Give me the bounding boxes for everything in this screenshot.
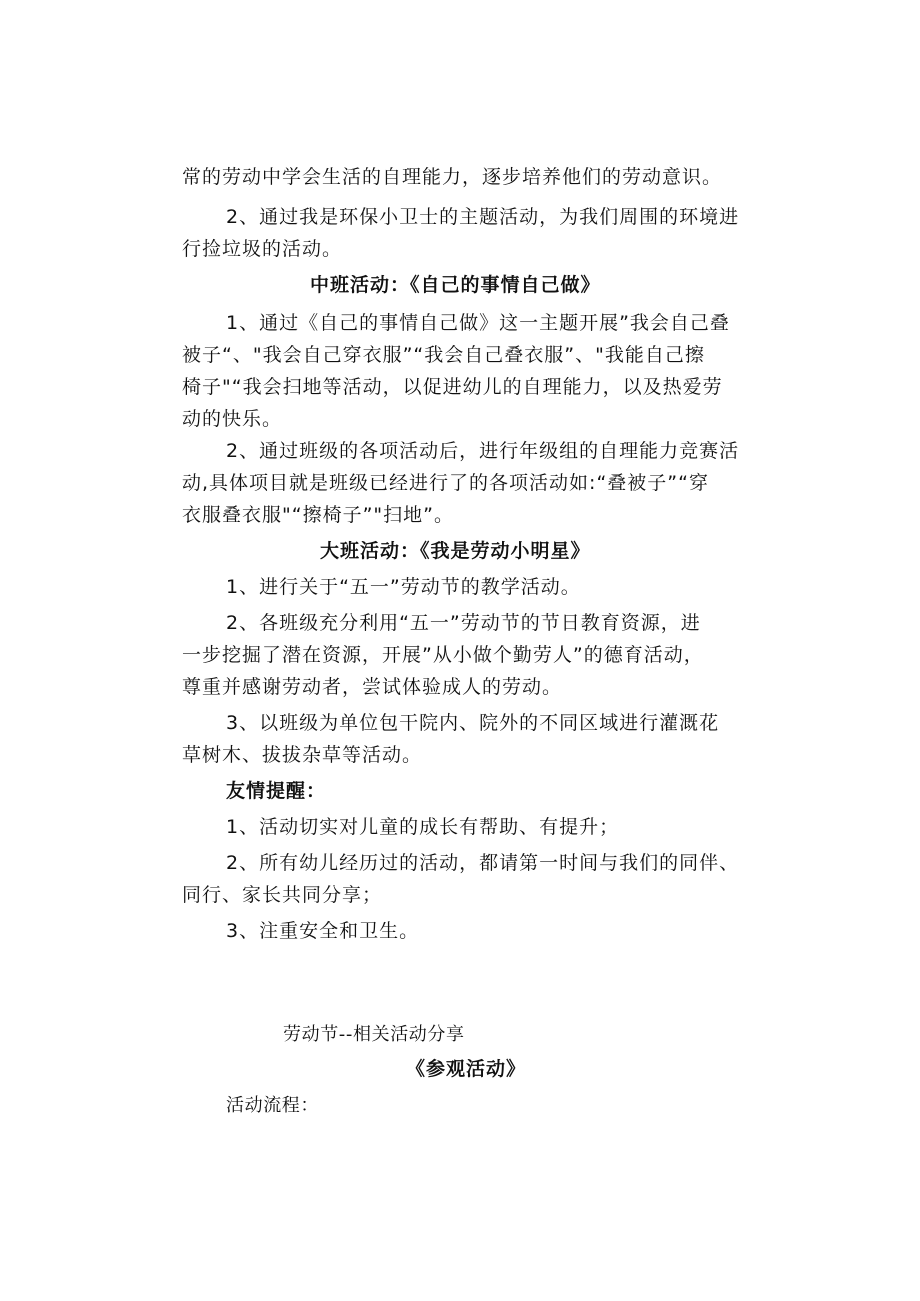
paragraph-line: 2、通过我是环保小卫士的主题活动，为我们周围的环境进 (226, 206, 740, 228)
paragraph-line: 草树木、拔拔杂草等活动。 (182, 744, 423, 766)
paragraph-line: 一步挖掘了潜在资源，开展”从小做个勤劳人”的德育活动， (182, 644, 704, 666)
section-heading-senior-class: 大班活动：《我是劳动小明星》 (320, 540, 591, 562)
paragraph-line: 3、注重安全和卫生。 (226, 920, 420, 942)
paragraph-line: 动,具体项目就是班级已经进行了的各项活动如:“叠被子”“穿 (182, 472, 709, 494)
paragraph-line: 行捡垃圾的活动。 (182, 238, 343, 260)
paragraph-line: 1、进行关于“五一”劳动节的教学活动。 (226, 576, 581, 598)
paragraph-line: 2、通过班级的各项活动后，进行年级组的自理能力竞赛活 (226, 440, 740, 462)
paragraph-line: 1、通过《自己的事情自己做》这一主题开展”我会自己叠 (226, 312, 730, 334)
section-heading-middle-class: 中班活动：《自己的事情自己做》 (310, 274, 601, 296)
paragraph-line: 常的劳动中学会生活的自理能力，逐步培养他们的劳动意识。 (182, 166, 723, 188)
section-subtitle: 《参观活动》 (406, 1058, 527, 1080)
paragraph-line: 尊重并感谢劳动者，尝试体验成人的劳动。 (182, 676, 563, 698)
paragraph-line: 动的快乐。 (182, 408, 283, 430)
paragraph-line: 3、以班级为单位包干院内、院外的不同区域进行灌溉花 (226, 712, 720, 734)
paragraph-line: 被子“、"我会自己穿衣服”“我会自己叠衣服”、"我能自己擦 (182, 344, 705, 366)
paragraph-line: 1、活动切实对儿童的成长有帮助、有提升； (226, 816, 620, 838)
paragraph-line: 2、所有幼儿经历过的活动，都请第一时间与我们的同伴、 (226, 852, 740, 874)
paragraph-line: 椅子"“我会扫地等活动，以促进幼儿的自理能力，以及热爱劳 (182, 376, 723, 398)
section-title: 劳动节--相关活动分享 (283, 1024, 465, 1045)
paragraph-line: 同行、家长共同分享； (182, 884, 383, 906)
paragraph-line: 2、各班级充分利用“五一”劳动节的节日教育资源，进 (226, 612, 701, 634)
paragraph-line: 衣服叠衣服"“擦椅子”"扫地”。 (182, 504, 455, 526)
process-label: 活动流程： (226, 1095, 319, 1116)
reminder-heading: 友情提醒： (226, 780, 327, 802)
